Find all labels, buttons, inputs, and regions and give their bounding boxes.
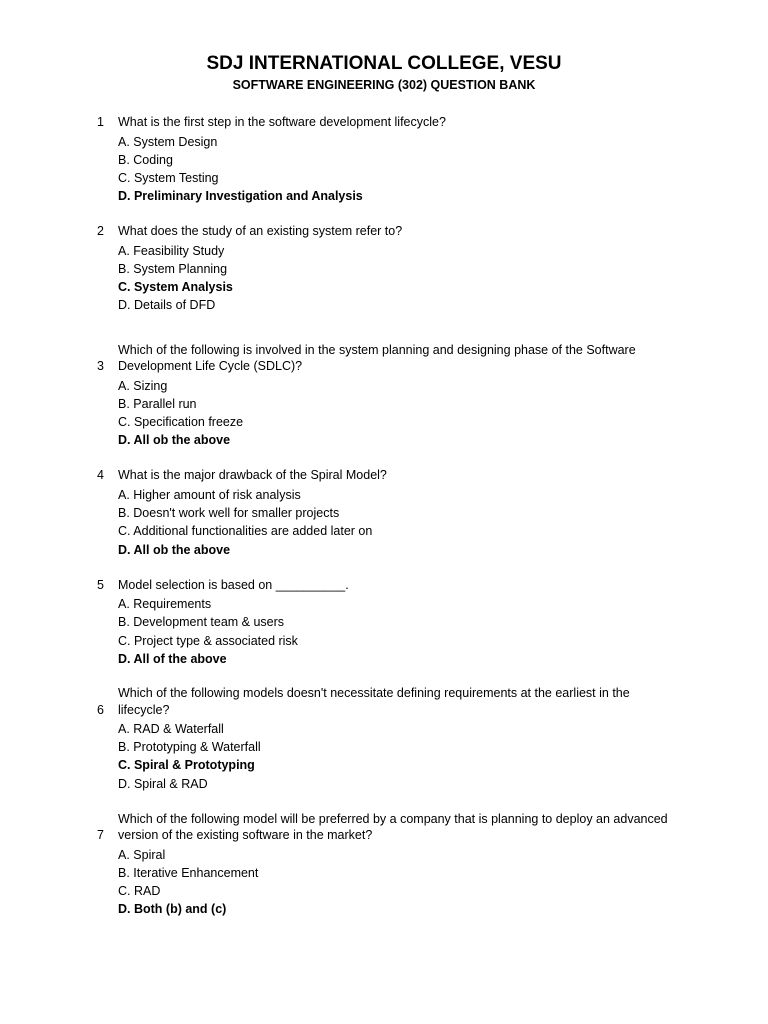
option-d: D. Preliminary Investigation and Analysis — [118, 189, 363, 204]
option-d: D. All ob the above — [118, 542, 231, 557]
option-a: A. Requirements — [118, 597, 212, 612]
question-number: 4 — [97, 468, 104, 483]
option-b: B. Coding — [118, 152, 173, 167]
option-c: C. Additional functionalities are added later on — [118, 524, 373, 539]
question-number: 6 — [97, 702, 104, 717]
question-item — [0, 577, 768, 668]
question-number: 1 — [97, 115, 104, 129]
question-text: What is the major drawback of the Spiral Model? — [118, 468, 387, 483]
question-text: Which of the following models doesn't necessitate defining requirements at the earliest in the lifecycle? — [118, 686, 630, 717]
question-list — [0, 114, 768, 919]
option-list — [118, 377, 678, 450]
option-a: A. System Design — [118, 134, 218, 149]
question-number: 3 — [97, 359, 104, 374]
question-text: Model selection is based on __________. — [118, 577, 349, 592]
question-body — [118, 467, 678, 558]
question-text: What does the study of an existing system refer to? — [118, 224, 403, 239]
option-a: A. RAD & Waterfall — [118, 722, 224, 737]
question-bank-subtitle: SOFTWARE ENGINEERING (302) QUESTION BANK — [232, 78, 536, 92]
option-list — [118, 846, 678, 919]
option-c: C. System Testing — [118, 170, 219, 185]
question-number: 5 — [97, 577, 104, 592]
question-item — [0, 342, 768, 450]
question-item — [0, 811, 768, 919]
option-b: B. Doesn't work well for smaller projects — [118, 506, 340, 521]
college-title: SDJ INTERNATIONAL COLLEGE, VESU — [206, 53, 562, 74]
question-number: 2 — [97, 224, 104, 239]
option-c: C. RAD — [118, 884, 161, 899]
question-body — [118, 114, 678, 205]
option-c: C. System Analysis — [118, 280, 233, 295]
question-number: 7 — [97, 828, 104, 843]
option-d: D. Spiral & RAD — [118, 776, 208, 791]
question-body — [118, 577, 678, 668]
question-item — [0, 114, 768, 205]
option-c: C. Specification freeze — [118, 415, 244, 430]
option-list — [118, 595, 678, 668]
question-text: Which of the following model will be preferred by a company that is planning to deploy an advanced version of the existing software in the market? — [118, 811, 668, 843]
question-item — [0, 223, 768, 314]
question-item — [0, 467, 768, 558]
option-b: B. Prototyping & Waterfall — [118, 740, 261, 755]
question-body — [118, 685, 678, 793]
option-b: B. Iterative Enhancement — [118, 866, 259, 881]
question-body — [118, 342, 678, 450]
option-c: C. Project type & associated risk — [118, 633, 298, 648]
question-text: Which of the following is involved in the system planning and designing phase of the Software Development Life Cycle (SDLC)? — [118, 342, 636, 374]
option-a: A. Feasibility Study — [118, 243, 225, 258]
option-a: A. Sizing — [118, 378, 168, 393]
option-d: D. Both (b) and (c) — [118, 902, 227, 917]
option-b: B. System Planning — [118, 262, 228, 277]
option-c: C. Spiral & Prototyping — [118, 758, 255, 773]
option-d: D. All ob the above — [118, 433, 231, 448]
option-d: D. All of the above — [118, 651, 227, 666]
option-list — [118, 486, 678, 559]
option-a: A. Spiral — [118, 847, 166, 862]
question-body — [118, 223, 678, 314]
option-d: D. Details of DFD — [118, 298, 216, 313]
question-item — [0, 685, 768, 793]
question-text: What is the first step in the software development lifecycle? — [118, 115, 446, 129]
question-body — [118, 811, 678, 919]
option-b: B. Parallel run — [118, 396, 197, 411]
option-list — [118, 133, 678, 206]
option-a: A. Higher amount of risk analysis — [118, 487, 301, 502]
option-list — [118, 720, 678, 793]
option-list — [118, 242, 678, 315]
option-b: B. Development team & users — [118, 615, 285, 630]
